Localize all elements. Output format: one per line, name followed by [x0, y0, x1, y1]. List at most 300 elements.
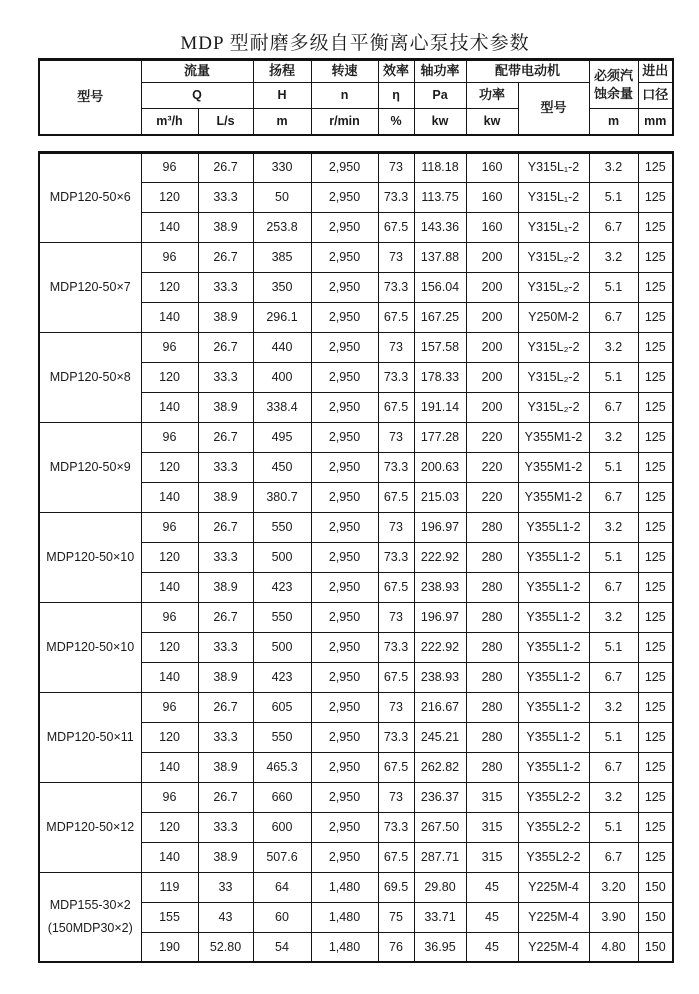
data-cell: 38.9 [198, 212, 253, 242]
header-table [38, 58, 674, 136]
pump-model-cell [39, 692, 141, 782]
page-title: MDP 型耐磨多级自平衡离心泵技术参数 [180, 33, 530, 54]
data-cell: 2,950 [311, 392, 378, 422]
data-cell: 75 [378, 902, 414, 932]
data-cell: 150 [638, 932, 673, 962]
data-cell: 2,950 [311, 632, 378, 662]
data-cell: 125 [638, 362, 673, 392]
data-cell: 600 [253, 812, 311, 842]
data-cell: 280 [466, 572, 518, 602]
data-cell: 1,480 [311, 872, 378, 902]
data-cell: 450 [253, 452, 311, 482]
data-cell: 2,950 [311, 212, 378, 242]
data-cell: 125 [638, 602, 673, 632]
data-cell: 550 [253, 512, 311, 542]
data-cell: 33.3 [198, 722, 253, 752]
data-cell: 38.9 [198, 572, 253, 602]
data-cell: 200 [466, 362, 518, 392]
data-cell: 190 [141, 932, 198, 962]
data-cell: 60 [253, 902, 311, 932]
data-cell: Y355L2-2 [518, 812, 589, 842]
data-cell: 67.5 [378, 842, 414, 872]
data-cell: 73 [378, 512, 414, 542]
data-cell: 150 [638, 872, 673, 902]
data-cell: 385 [253, 242, 311, 272]
data-cell: 26.7 [198, 422, 253, 452]
data-cell: 125 [638, 482, 673, 512]
header-speed: 转速 [311, 60, 378, 83]
data-cell: 125 [638, 332, 673, 362]
data-cell: 125 [638, 272, 673, 302]
data-cell: 125 [638, 692, 673, 722]
data-cell: 2,950 [311, 302, 378, 332]
data-cell: 1,480 [311, 902, 378, 932]
data-cell: 2,950 [311, 452, 378, 482]
data-cell: 3.2 [589, 422, 638, 452]
header-head-symbol: H [253, 83, 311, 109]
pump-model-cell [39, 512, 141, 602]
data-cell: Y355L1-2 [518, 602, 589, 632]
header-flow-symbol: Q [141, 83, 253, 109]
data-cell: 140 [141, 572, 198, 602]
data-cell: 38.9 [198, 482, 253, 512]
data-cell: 73 [378, 332, 414, 362]
data-cell: 26.7 [198, 602, 253, 632]
data-cell: Y225M-4 [518, 932, 589, 962]
data-cell: 120 [141, 542, 198, 572]
data-cell: 220 [466, 452, 518, 482]
data-cell: 2,950 [311, 332, 378, 362]
data-cell: 155 [141, 902, 198, 932]
data-cell: 167.25 [414, 302, 466, 332]
data-cell: 330 [253, 152, 311, 182]
data-cell: 222.92 [414, 542, 466, 572]
data-cell: 222.92 [414, 632, 466, 662]
header-unit-efficiency: % [378, 109, 414, 135]
header-head: 扬程 [253, 60, 311, 83]
data-cell: 125 [638, 422, 673, 452]
data-cell: 2,950 [311, 512, 378, 542]
data-cell: 2,950 [311, 242, 378, 272]
data-cell: 120 [141, 812, 198, 842]
data-cell: Y355L1-2 [518, 692, 589, 722]
data-cell: 1,480 [311, 932, 378, 962]
data-cell: 73.3 [378, 272, 414, 302]
data-cell: 125 [638, 572, 673, 602]
header-npsh [589, 60, 638, 109]
header-shaft-power-symbol: Pa [414, 83, 466, 109]
data-cell: 2,950 [311, 812, 378, 842]
data-cell: 26.7 [198, 512, 253, 542]
data-cell: 287.71 [414, 842, 466, 872]
data-cell: 200 [466, 242, 518, 272]
data-cell: Y315L₁-2 [518, 182, 589, 212]
data-cell: 3.90 [589, 902, 638, 932]
data-cell: 140 [141, 842, 198, 872]
data-cell: 29.80 [414, 872, 466, 902]
data-cell: 73 [378, 692, 414, 722]
data-cell: 69.5 [378, 872, 414, 902]
data-cell: 125 [638, 782, 673, 812]
header-row-labels [39, 60, 673, 83]
data-cell: 119 [141, 872, 198, 902]
data-cell: 140 [141, 752, 198, 782]
data-cell: 125 [638, 632, 673, 662]
data-cell: 2,950 [311, 752, 378, 782]
data-cell: 26.7 [198, 242, 253, 272]
data-cell: 140 [141, 302, 198, 332]
pump-model-line: MDP120-50×6 [49, 190, 131, 205]
data-cell: 33.71 [414, 902, 466, 932]
data-cell: 64 [253, 872, 311, 902]
data-cell: 315 [466, 842, 518, 872]
table-row [39, 422, 673, 452]
data-cell: 2,950 [311, 542, 378, 572]
data-cell: Y355L2-2 [518, 842, 589, 872]
data-cell: 120 [141, 722, 198, 752]
data-cell: 33 [198, 872, 253, 902]
data-cell: 33.3 [198, 452, 253, 482]
data-cell: 3.2 [589, 242, 638, 272]
data-cell: 38.9 [198, 752, 253, 782]
data-cell: 500 [253, 542, 311, 572]
data-cell: 6.7 [589, 212, 638, 242]
data-cell: Y225M-4 [518, 902, 589, 932]
data-cell: 2,950 [311, 182, 378, 212]
data-cell: 33.3 [198, 272, 253, 302]
data-cell: 125 [638, 392, 673, 422]
data-cell: 125 [638, 302, 673, 332]
data-cell: 45 [466, 872, 518, 902]
header-unit-motor-power: kw [466, 109, 518, 135]
data-cell: 423 [253, 572, 311, 602]
data-cell: 125 [638, 842, 673, 872]
data-cell: 96 [141, 692, 198, 722]
data-table-body [39, 152, 673, 962]
data-cell: 3.20 [589, 872, 638, 902]
data-cell: 2,950 [311, 692, 378, 722]
data-cell: 2,950 [311, 422, 378, 452]
data-cell: 125 [638, 662, 673, 692]
data-cell: 236.37 [414, 782, 466, 812]
data-cell: Y250M-2 [518, 302, 589, 332]
pump-model-cell [39, 242, 141, 332]
data-cell: 6.7 [589, 482, 638, 512]
data-cell: 143.36 [414, 212, 466, 242]
table-row [39, 872, 673, 902]
data-cell: 125 [638, 812, 673, 842]
data-cell: 2,950 [311, 602, 378, 632]
data-cell: Y355L1-2 [518, 512, 589, 542]
data-cell: 140 [141, 212, 198, 242]
data-cell: 296.1 [253, 302, 311, 332]
pump-model-cell [39, 422, 141, 512]
data-cell: 67.5 [378, 392, 414, 422]
data-cell: 177.28 [414, 422, 466, 452]
data-cell: 50 [253, 182, 311, 212]
data-cell: 125 [638, 752, 673, 782]
data-cell: 280 [466, 512, 518, 542]
header-unit-port: mm [638, 109, 673, 135]
data-cell: 73.3 [378, 632, 414, 662]
data-cell: Y355L1-2 [518, 662, 589, 692]
data-cell: 6.7 [589, 572, 638, 602]
data-cell: 220 [466, 422, 518, 452]
table-row [39, 152, 673, 182]
data-cell: 73.3 [378, 542, 414, 572]
data-cell: 5.1 [589, 362, 638, 392]
data-cell: 113.75 [414, 182, 466, 212]
table-row [39, 332, 673, 362]
pump-model-cell [39, 332, 141, 422]
pump-model-line: MDP120-50×8 [49, 369, 131, 384]
data-cell: 150 [638, 902, 673, 932]
data-cell: 216.67 [414, 692, 466, 722]
data-cell: 73 [378, 152, 414, 182]
data-cell: 156.04 [414, 272, 466, 302]
header-model: 型号 [39, 60, 141, 135]
data-cell: 73.3 [378, 362, 414, 392]
data-cell: 96 [141, 152, 198, 182]
data-cell: 140 [141, 392, 198, 422]
data-table [38, 151, 674, 964]
data-cell: Y315L₁-2 [518, 152, 589, 182]
data-cell: 215.03 [414, 482, 466, 512]
data-cell: 200 [466, 272, 518, 302]
table-row [39, 692, 673, 722]
data-cell: 33.3 [198, 182, 253, 212]
data-cell: 3.2 [589, 692, 638, 722]
data-cell: 96 [141, 242, 198, 272]
data-cell: 125 [638, 152, 673, 182]
header-speed-symbol: n [311, 83, 378, 109]
data-cell: 67.5 [378, 212, 414, 242]
header-efficiency-symbol: η [378, 83, 414, 109]
table-row [39, 602, 673, 632]
data-cell: 423 [253, 662, 311, 692]
data-cell: 495 [253, 422, 311, 452]
data-cell: 238.93 [414, 662, 466, 692]
data-cell: 267.50 [414, 812, 466, 842]
data-cell: 3.2 [589, 332, 638, 362]
header-shaft-power: 轴功率 [414, 60, 466, 83]
header-unit-ls: L/s [198, 109, 253, 135]
data-cell: 125 [638, 212, 673, 242]
data-cell: 6.7 [589, 842, 638, 872]
data-cell: 5.1 [589, 452, 638, 482]
data-cell: 33.3 [198, 632, 253, 662]
data-cell: 33.3 [198, 542, 253, 572]
data-cell: 125 [638, 242, 673, 272]
data-cell: 280 [466, 692, 518, 722]
data-cell: 73 [378, 242, 414, 272]
pump-model-line: MDP155-30×2 [49, 898, 131, 913]
data-cell: 465.3 [253, 752, 311, 782]
data-cell: 157.58 [414, 332, 466, 362]
data-cell: 96 [141, 512, 198, 542]
data-cell: 6.7 [589, 392, 638, 422]
data-cell: 5.1 [589, 812, 638, 842]
data-cell: 5.1 [589, 272, 638, 302]
data-cell: Y355L1-2 [518, 632, 589, 662]
data-cell: 200 [466, 332, 518, 362]
data-cell: 2,950 [311, 842, 378, 872]
data-cell: 315 [466, 782, 518, 812]
data-cell: 550 [253, 722, 311, 752]
header-npsh-line1: 必须汽 [594, 67, 634, 83]
data-cell: 73.3 [378, 452, 414, 482]
data-cell: 33.3 [198, 812, 253, 842]
data-cell: Y355L1-2 [518, 752, 589, 782]
table-row [39, 512, 673, 542]
data-cell: 125 [638, 452, 673, 482]
header-motor: 配带电动机 [466, 60, 589, 83]
header-npsh-line2: 蚀余量 [594, 85, 634, 101]
data-cell: 140 [141, 662, 198, 692]
data-cell: 200 [466, 392, 518, 422]
data-cell: 500 [253, 632, 311, 662]
data-cell: 200 [466, 302, 518, 332]
data-cell: 54 [253, 932, 311, 962]
data-cell: 120 [141, 272, 198, 302]
data-cell: Y355M1-2 [518, 422, 589, 452]
pump-model-cell [39, 602, 141, 692]
data-cell: 280 [466, 542, 518, 572]
data-cell: 196.97 [414, 512, 466, 542]
data-cell: 5.1 [589, 182, 638, 212]
data-cell: 280 [466, 632, 518, 662]
header-unit-npsh: m [589, 109, 638, 135]
data-cell: 3.2 [589, 602, 638, 632]
pump-model-line: MDP120-50×10 [46, 639, 135, 654]
data-cell: Y315L₂-2 [518, 272, 589, 302]
pump-model-cell [39, 152, 141, 242]
data-cell: 253.8 [253, 212, 311, 242]
data-cell: 5.1 [589, 722, 638, 752]
data-cell: 2,950 [311, 362, 378, 392]
data-cell: 76 [378, 932, 414, 962]
data-cell: 6.7 [589, 302, 638, 332]
header-unit-head: m [253, 109, 311, 135]
data-cell: 45 [466, 932, 518, 962]
data-cell: 73 [378, 602, 414, 632]
data-cell: 2,950 [311, 572, 378, 602]
data-cell: 2,950 [311, 782, 378, 812]
data-cell: 3.2 [589, 782, 638, 812]
data-cell: 238.93 [414, 572, 466, 602]
data-cell: 200.63 [414, 452, 466, 482]
pump-model-line: MDP120-50×9 [49, 459, 131, 474]
header-efficiency: 效率 [378, 60, 414, 83]
data-cell: 178.33 [414, 362, 466, 392]
header-motor-model: 型号 [518, 83, 589, 135]
data-cell: 2,950 [311, 482, 378, 512]
data-cell: 73.3 [378, 182, 414, 212]
data-cell: 280 [466, 752, 518, 782]
table-row [39, 242, 673, 272]
data-cell: 38.9 [198, 842, 253, 872]
data-cell: 52.80 [198, 932, 253, 962]
data-cell: 73 [378, 422, 414, 452]
pump-model-line: (150MDP30×2) [47, 920, 133, 935]
pump-model-line: MDP120-50×7 [49, 279, 131, 294]
data-cell: 350 [253, 272, 311, 302]
header-flow: 流量 [141, 60, 253, 83]
data-cell: 120 [141, 182, 198, 212]
header-port-line2: 口径 [638, 83, 673, 109]
data-cell: 196.97 [414, 602, 466, 632]
data-cell: Y315L₂-2 [518, 242, 589, 272]
data-cell: 67.5 [378, 752, 414, 782]
header-unit-shaft-power: kw [414, 109, 466, 135]
data-cell: 38.9 [198, 392, 253, 422]
data-cell: 67.5 [378, 302, 414, 332]
data-cell: Y315L₂-2 [518, 362, 589, 392]
data-cell: 191.14 [414, 392, 466, 422]
data-cell: 605 [253, 692, 311, 722]
data-cell: 280 [466, 602, 518, 632]
data-cell: 96 [141, 332, 198, 362]
data-cell: 96 [141, 782, 198, 812]
data-cell: 73.3 [378, 722, 414, 752]
data-cell: 36.95 [414, 932, 466, 962]
data-cell: 2,950 [311, 152, 378, 182]
data-cell: Y355L2-2 [518, 782, 589, 812]
data-cell: 5.1 [589, 632, 638, 662]
data-cell: 400 [253, 362, 311, 392]
data-cell: Y355L1-2 [518, 572, 589, 602]
data-cell: Y355L1-2 [518, 722, 589, 752]
data-cell: 507.6 [253, 842, 311, 872]
header-unit-speed: r/min [311, 109, 378, 135]
data-cell: 2,950 [311, 722, 378, 752]
data-cell: Y315L₁-2 [518, 212, 589, 242]
data-cell: 3.2 [589, 152, 638, 182]
data-cell: 125 [638, 182, 673, 212]
data-cell: 4.80 [589, 932, 638, 962]
data-cell: 96 [141, 422, 198, 452]
data-cell: 26.7 [198, 692, 253, 722]
data-cell: 315 [466, 812, 518, 842]
data-cell: 280 [466, 662, 518, 692]
data-cell: Y355L1-2 [518, 542, 589, 572]
data-cell: 120 [141, 632, 198, 662]
data-cell: 160 [466, 212, 518, 242]
data-cell: 160 [466, 182, 518, 212]
header-port-line1: 进出 [638, 60, 673, 83]
data-cell: 262.82 [414, 752, 466, 782]
data-cell: 73.3 [378, 812, 414, 842]
data-cell: 338.4 [253, 392, 311, 422]
pump-model-line: MDP120-50×12 [46, 819, 135, 834]
data-cell: 160 [466, 152, 518, 182]
data-cell: 43 [198, 902, 253, 932]
pump-model-cell [39, 872, 141, 962]
data-cell: 6.7 [589, 662, 638, 692]
data-cell: 220 [466, 482, 518, 512]
data-cell: 73 [378, 782, 414, 812]
data-cell: Y225M-4 [518, 872, 589, 902]
pump-model-line: MDP120-50×10 [46, 549, 135, 564]
data-cell: Y355M1-2 [518, 482, 589, 512]
data-cell: 67.5 [378, 482, 414, 512]
data-cell: 38.9 [198, 302, 253, 332]
data-cell: 118.18 [414, 152, 466, 182]
data-cell: 67.5 [378, 662, 414, 692]
data-cell: 6.7 [589, 752, 638, 782]
header-motor-power: 功率 [466, 83, 518, 109]
data-cell: 550 [253, 602, 311, 632]
